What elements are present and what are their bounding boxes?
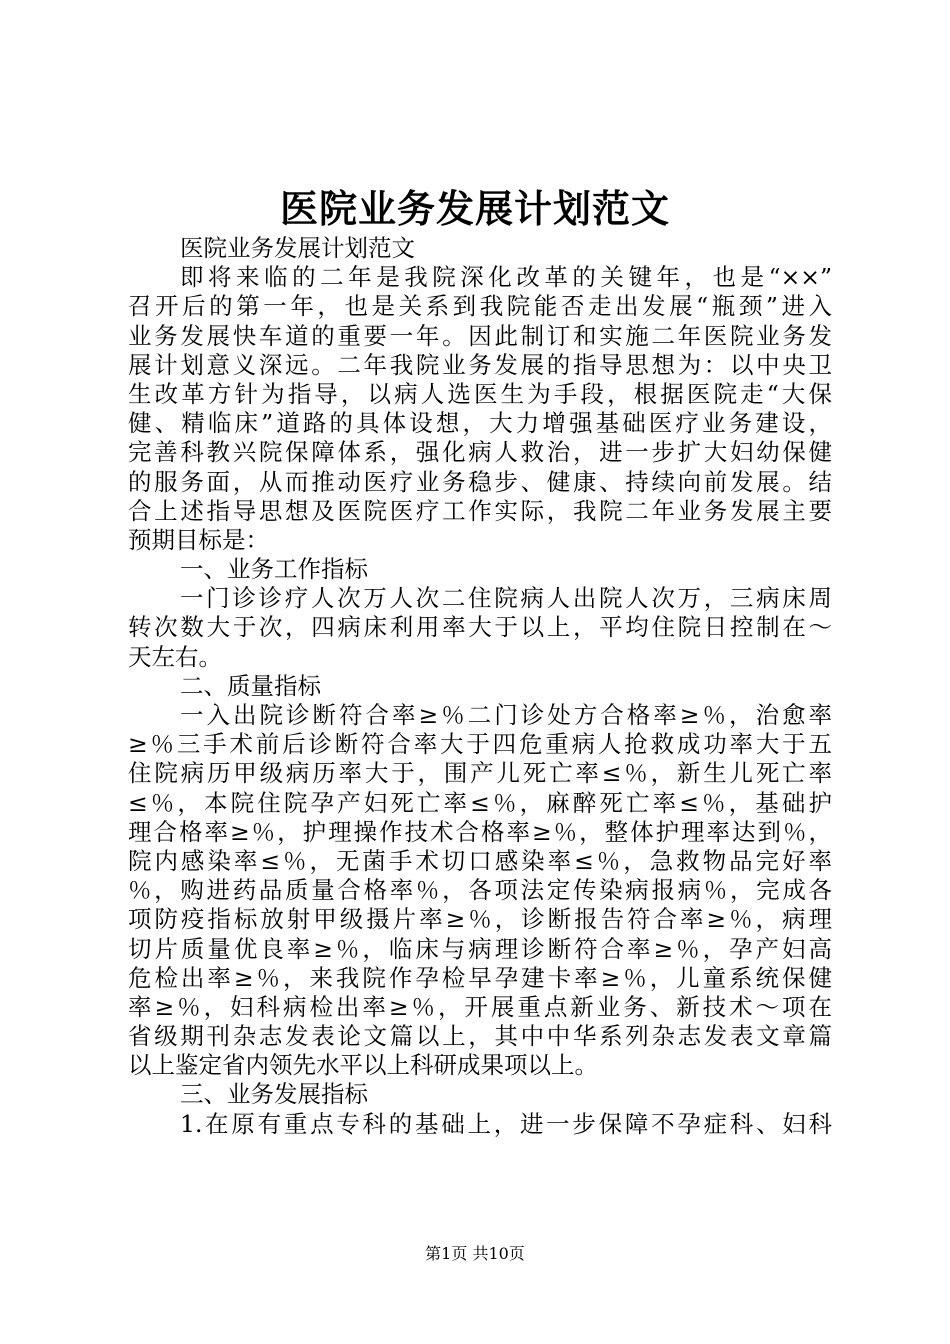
text-line: 住院病历甲级病历率大于，围产儿死亡率≤％，新生儿死亡率 <box>128 759 832 788</box>
text-line: 一入出院诊断符合率≥％二门诊处方合格率≥％，治愈率 <box>180 701 832 729</box>
text-line: 切片质量优良率≥％，临床与病理诊断符合率≥％，孕产妇高 <box>128 934 832 963</box>
text-line: 三、业务发展指标 <box>180 1080 368 1109</box>
text-line: 一、业务工作指标 <box>180 555 368 584</box>
text-line: 生改革方针为指导，以病人选医生为手段，根据医院走“大保 <box>128 379 832 408</box>
text-line: 院内感染率≤％，无菌手术切口感染率≤％，急救物品完好率 <box>128 846 832 875</box>
text-line: ％，购进药品质量合格率％，各项法定传染病报病％，完成各 <box>128 876 832 905</box>
text-line: ≥％三手术前后诊断符合率大于四危重病人抢救成功率大于五 <box>128 730 832 759</box>
text-line: 完善科教兴院保障体系，强化病人救治，进一步扩大妇幼保健 <box>128 438 832 467</box>
text-line: 一门诊诊疗人次万人次二住院病人出院人次万，三病床周 <box>180 584 832 613</box>
text-line: 业务发展快车道的重要一年。因此制订和实施二年医院业务发 <box>128 321 832 350</box>
text-line: 理合格率≥％，护理操作技术合格率≥％，整体护理率达到％， <box>128 817 832 846</box>
text-line: 省级期刊杂志发表论文篇以上，其中中华系列杂志发表文章篇 <box>128 1022 832 1051</box>
text-line: 预期目标是： <box>128 525 269 554</box>
text-line: 转次数大于次，四病床利用率大于以上，平均住院日控制在～ <box>128 613 832 642</box>
text-line: 以上鉴定省内领先水平以上科研成果项以上。 <box>128 1051 598 1080</box>
text-line: 即将来临的二年是我院深化改革的关键年，也是“××” <box>180 263 832 292</box>
text-line: 合上述指导思想及医院医疗工作实际，我院二年业务发展主要 <box>128 496 832 525</box>
text-line: 二、质量指标 <box>180 671 321 700</box>
text-line: 展计划意义深远。二年我院业务发展的指导思想为：以中央卫 <box>128 350 832 379</box>
text-line: 召开后的第一年，也是关系到我院能否走出发展“瓶颈”进入 <box>128 292 832 321</box>
text-line: 危检出率≥％，来我院作孕检早孕建卡率≥％，儿童系统保健 <box>128 963 832 992</box>
text-line: 健、精临床”道路的具体设想，大力增强基础医疗业务建设， <box>128 409 832 438</box>
text-line: 率≥％，妇科病检出率≥％，开展重点新业务、新技术～项在 <box>128 992 832 1021</box>
page-footer: 第1页 共10页 <box>425 1244 525 1263</box>
text-line: 项防疫指标放射甲级摄片率≥％，诊断报告符合率≥％，病理 <box>128 905 832 934</box>
text-line: 医院业务发展计划范文 <box>180 234 415 262</box>
text-line: 的服务面，从而推动医疗业务稳步、健康、持续向前发展。结 <box>128 467 832 496</box>
document-title: 医院业务发展计划范文 <box>279 186 670 231</box>
text-line: 天左右。 <box>128 642 222 671</box>
text-line: 1.在原有重点专科的基础上，进一步保障不孕症科、妇科 <box>180 1109 832 1138</box>
text-line: ≤％，本院住院孕产妇死亡率≤％，麻醉死亡率≤％，基础护 <box>128 788 832 817</box>
document-body <box>128 234 832 1139</box>
